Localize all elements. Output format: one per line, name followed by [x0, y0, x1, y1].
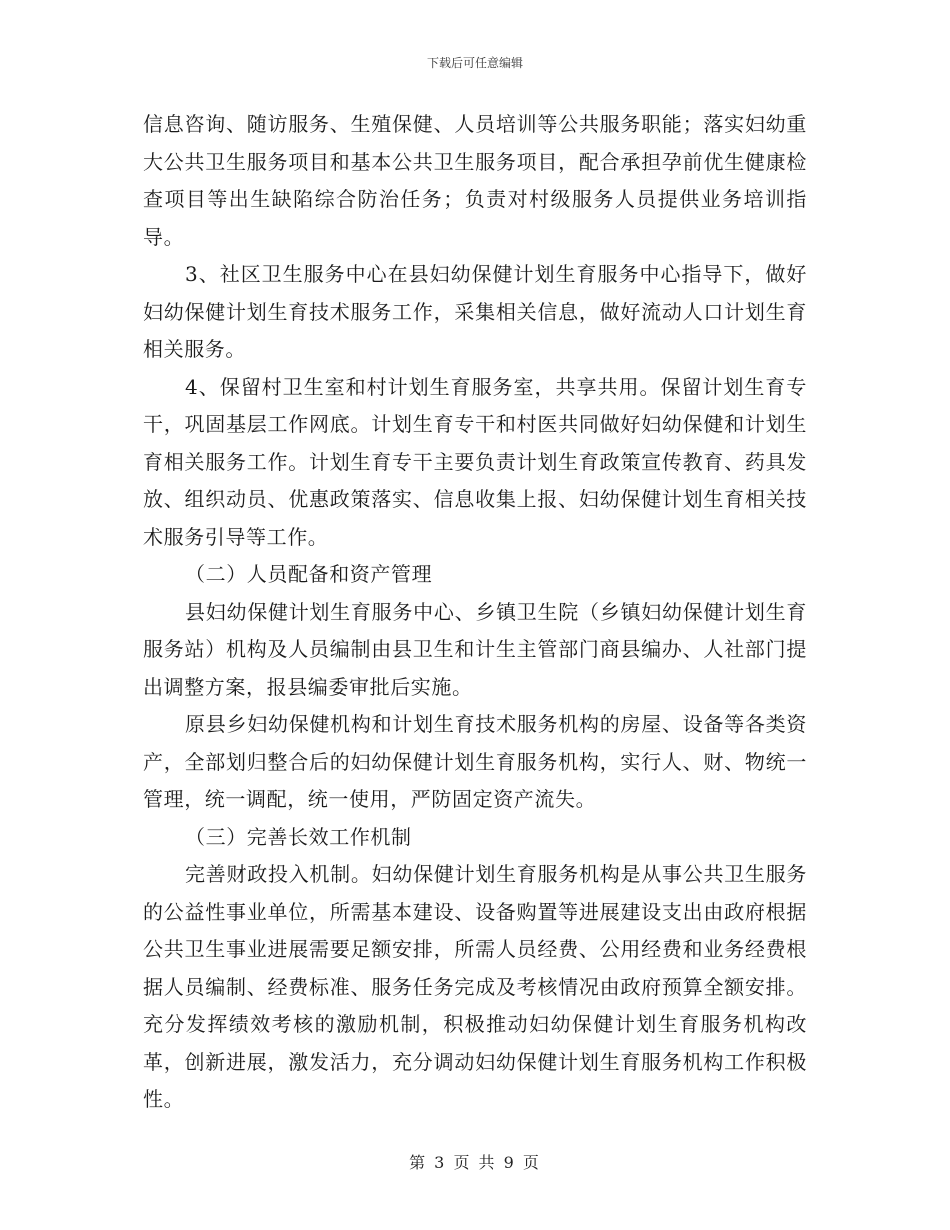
- page-footer: 第 3 页 共 9 页: [409, 1153, 541, 1172]
- section-heading-3: （三）完善长效工作机制: [185, 824, 412, 849]
- paragraph-assets: 原县乡妇幼保健机构和计划生育技术服务机构的房屋、设备等各类资产，全部划归整合后的妇幼保健计划生育服务机构，实行人、财、物统一管理，统一调配，统一使用，严防固定资产流失。: [143, 712, 807, 811]
- section-heading-2: （二）人员配备和资产管理: [185, 562, 433, 586]
- page-header: 下载后可任意编辑: [426, 56, 523, 70]
- paragraph-continued: 信息咨询、随访服务、生殖保健、人员培训等公共服务职能；落实妇幼重大公共卫生服务项目和基本公共卫生服务项目，配合承担孕前优生健康检查项目等出生缺陷综合防治任务；负责对村级服务人员提供业务培训指导。: [143, 112, 807, 249]
- paragraph-item-3: 3、社区卫生服务中心在县妇幼保健计划生育服务中心指导下，做好妇幼保健计划生育技术服务工作，采集相关信息，做好流动人口计划生育相关服务。: [143, 262, 807, 361]
- paragraph-finance: 完善财政投入机制。妇幼保健计划生育服务机构是从事公共卫生服务的公益性事业单位，所需基本建设、设备购置等进展建设支出由政府根据公共卫生事业进展需要足额安排，所需人员经费、公用经费和业务经费根据人员编制、经费标准、服务任务完成及考核情况由政府预算全额安排。充分发挥绩效考核的激励机制，积极推动妇幼保健计划生育服务机构改革，创新进展，激发活力，充分调动妇幼保健计划生育服务机构工作积极性。: [143, 862, 807, 1111]
- paragraph-staffing: 县妇幼保健计划生育服务中心、乡镇卫生院（乡镇妇幼保健计划生育服务站）机构及人员编制由县卫生和计生主管部门商县编办、人社部门提出调整方案，报县编委审批后实施。: [143, 599, 807, 699]
- document-body: [143, 106, 807, 1119]
- paragraph-item-4: 4、保留村卫生室和村计划生育服务室，共享共用。保留计划生育专干，巩固基层工作网底。计划生育专干和村医共同做好妇幼保健和计划生育相关服务工作。计划生育专干主要负责计划生育政策宣传教育、药具发放、组织动员、优惠政策落实、信息收集上报、妇幼保健计划生育相关技术服务引导等工作。: [143, 374, 807, 549]
